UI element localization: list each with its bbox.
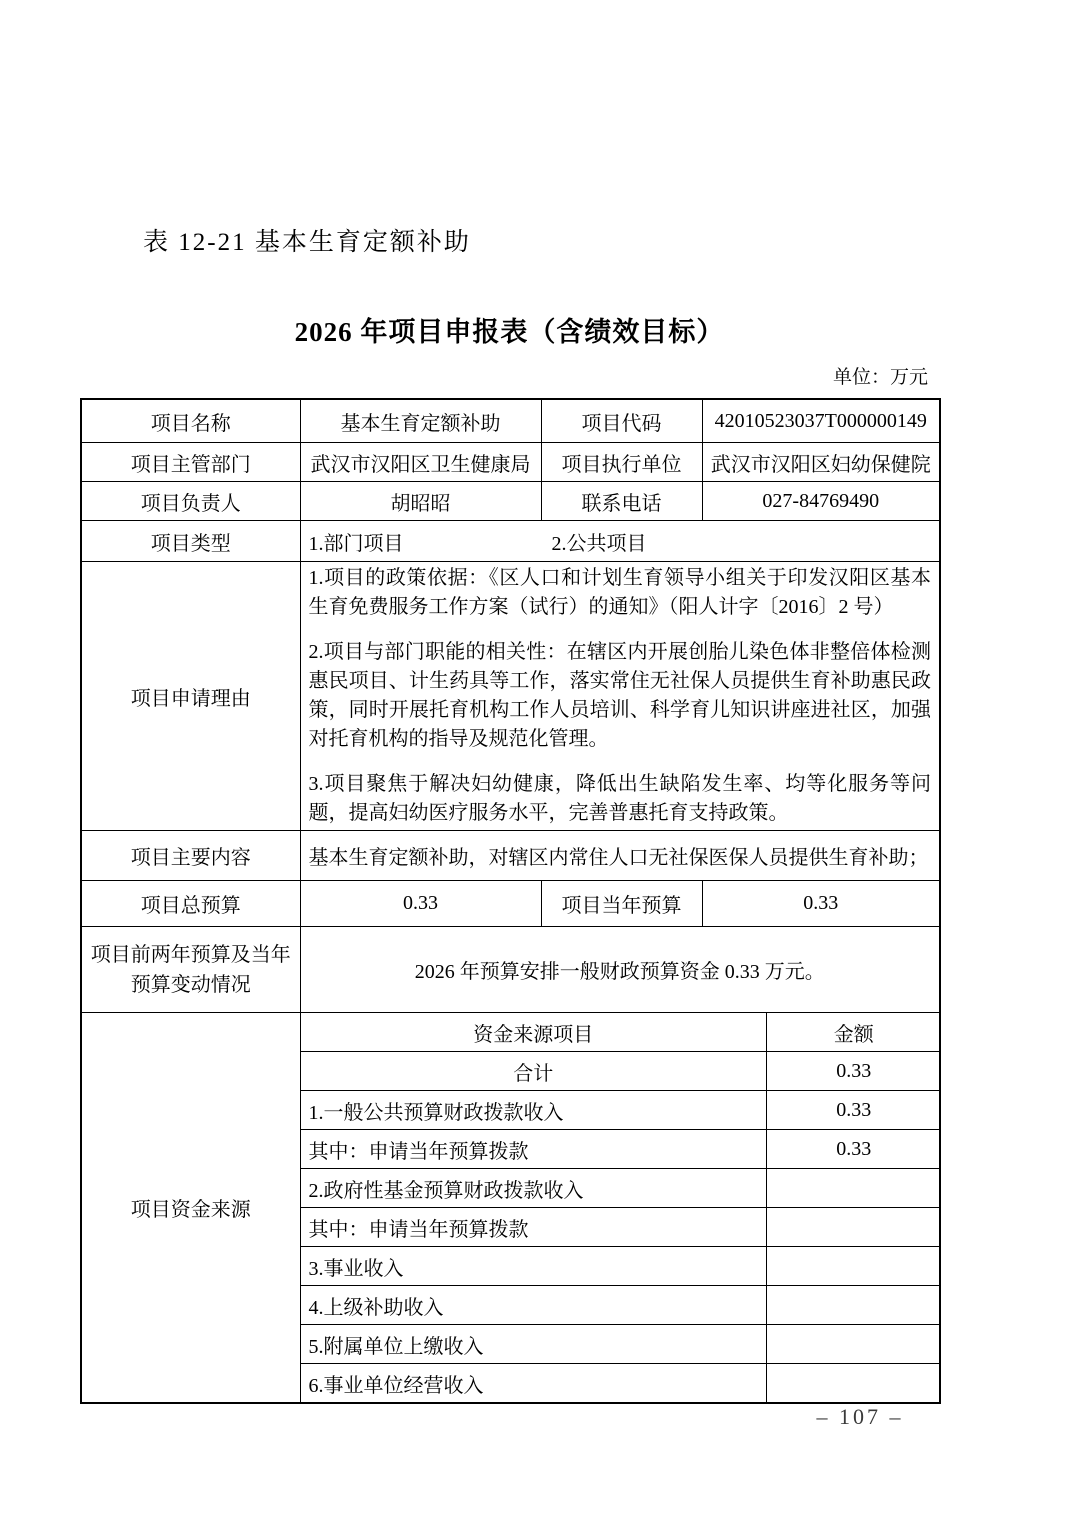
row-main-content — [81, 831, 940, 881]
value-executing-unit: 武汉市汉阳区妇幼保健院 — [702, 443, 940, 482]
row-project-name — [81, 399, 940, 443]
funding-item-public-budget: 1.一般公共预算财政拨款收入 — [301, 1091, 767, 1130]
funding-amount-affiliated-unit-income — [767, 1325, 941, 1364]
project-type-option-1: 1.部门项目 — [308, 532, 404, 555]
label-supervising-department: 项目主管部门 — [81, 443, 300, 482]
label-prior-budget: 项目前两年预算及当年预算变动情况 — [81, 927, 300, 1013]
row-departments — [81, 443, 940, 482]
funding-row-affiliated-unit-income — [301, 1325, 941, 1364]
row-funding-source — [81, 1013, 940, 1404]
unit-note: 单位：万元 — [832, 367, 928, 388]
funding-source-table — [301, 1013, 941, 1402]
funding-amount-fund-current-year-appropriation — [767, 1208, 941, 1247]
funding-row-superior-subsidy — [301, 1286, 941, 1325]
value-prior-budget: 2026 年预算安排一般财政预算资金 0.33 万元。 — [300, 927, 940, 1013]
funding-row-business-income — [301, 1247, 941, 1286]
value-supervising-department: 武汉市汉阳区卫生健康局 — [300, 443, 541, 482]
funding-item-affiliated-unit-income: 5.附属单位上缴收入 — [301, 1325, 767, 1364]
funding-item-business-income: 3.事业收入 — [301, 1247, 767, 1286]
table-label: 表 12-21 基本生育定额补助 — [143, 229, 471, 256]
funding-amount-operating-income — [767, 1364, 941, 1403]
funding-amount-current-year-appropriation: 0.33 — [767, 1130, 941, 1169]
label-project-type: 项目类型 — [81, 521, 300, 562]
funding-row-current-year-appropriation — [301, 1130, 941, 1169]
label-main-content: 项目主要内容 — [81, 831, 300, 881]
row-prior-budget — [81, 927, 940, 1013]
funding-row-total — [301, 1052, 941, 1091]
reason-paragraph-3: 3.项目聚焦于解决妇幼健康，降低出生缺陷发生率、均等化服务等问题，提高妇幼医疗服务水平，完善普惠托育支持政策。 — [308, 773, 931, 824]
funding-item-government-fund: 2.政府性基金预算财政拨款收入 — [301, 1169, 767, 1208]
row-application-reason — [81, 562, 940, 831]
value-main-content: 基本生育定额补助，对辖区内常住人口无社保医保人员提供生育补助； — [300, 831, 940, 881]
label-project-leader: 项目负责人 — [81, 482, 300, 521]
funding-amount-business-income — [767, 1247, 941, 1286]
funding-row-public-budget — [301, 1091, 941, 1130]
funding-item-current-year-appropriation: 其中：申请当年预算拨款 — [301, 1130, 767, 1169]
value-total-budget: 0.33 — [300, 881, 541, 927]
funding-amount-total: 0.33 — [767, 1052, 941, 1091]
funding-row-fund-current-year-appropriation — [301, 1208, 941, 1247]
project-declaration-table — [80, 398, 941, 1404]
value-current-year-budget: 0.33 — [702, 881, 940, 927]
value-project-code: 42010523037T000000149 — [702, 399, 940, 443]
project-type-option-2: 2.公共项目 — [551, 532, 647, 555]
row-budget — [81, 881, 940, 927]
reason-paragraph-1: 1.项目的政策依据：《区人口和计划生育领导小组关于印发汉阳区基本生育免费服务工作方案（试行）的通知》（阳人计字〔2016〕2 号） — [308, 567, 931, 618]
value-project-leader: 胡昭昭 — [300, 482, 541, 521]
label-phone: 联系电话 — [541, 482, 702, 521]
value-project-type — [300, 521, 940, 562]
label-project-code: 项目代码 — [541, 399, 702, 443]
funding-amount-government-fund — [767, 1169, 941, 1208]
funding-source-table-cell — [300, 1013, 940, 1404]
row-project-type — [81, 521, 940, 562]
label-application-reason: 项目申请理由 — [81, 562, 300, 831]
value-project-name: 基本生育定额补助 — [300, 399, 541, 443]
row-contact — [81, 482, 940, 521]
reason-paragraph-2: 2.项目与部门职能的相关性：在辖区内开展创胎儿染色体非整倍体检测惠民项目、计生药具等工作，落实常住无社保人员提供生育补助惠民政策，同时开展托育机构工作人员培训、科学育儿知识讲座进社区，加强对托育机构的指导及规范化管理。 — [308, 641, 931, 750]
funding-item-total: 合计 — [301, 1052, 767, 1091]
funding-row-government-fund — [301, 1169, 941, 1208]
funding-header-amount: 金额 — [767, 1013, 941, 1052]
page-title: 2026 年项目申报表（含绩效目标） — [294, 317, 725, 347]
label-funding-source: 项目资金来源 — [81, 1013, 300, 1404]
label-project-name: 项目名称 — [81, 399, 300, 443]
funding-header-item: 资金来源项目 — [301, 1013, 767, 1052]
funding-amount-superior-subsidy — [767, 1286, 941, 1325]
label-executing-unit: 项目执行单位 — [541, 443, 702, 482]
funding-amount-public-budget: 0.33 — [767, 1091, 941, 1130]
label-total-budget: 项目总预算 — [81, 881, 300, 927]
funding-item-fund-current-year-appropriation: 其中：申请当年预算拨款 — [301, 1208, 767, 1247]
funding-header-row — [301, 1013, 941, 1052]
value-phone: 027-84769490 — [702, 482, 940, 521]
page-number: – 107 – — [816, 1404, 904, 1429]
funding-item-superior-subsidy: 4.上级补助收入 — [301, 1286, 767, 1325]
funding-row-operating-income — [301, 1364, 941, 1403]
funding-item-operating-income: 6.事业单位经营收入 — [301, 1364, 767, 1403]
value-application-reason — [300, 562, 940, 831]
label-current-year-budget: 项目当年预算 — [541, 881, 702, 927]
